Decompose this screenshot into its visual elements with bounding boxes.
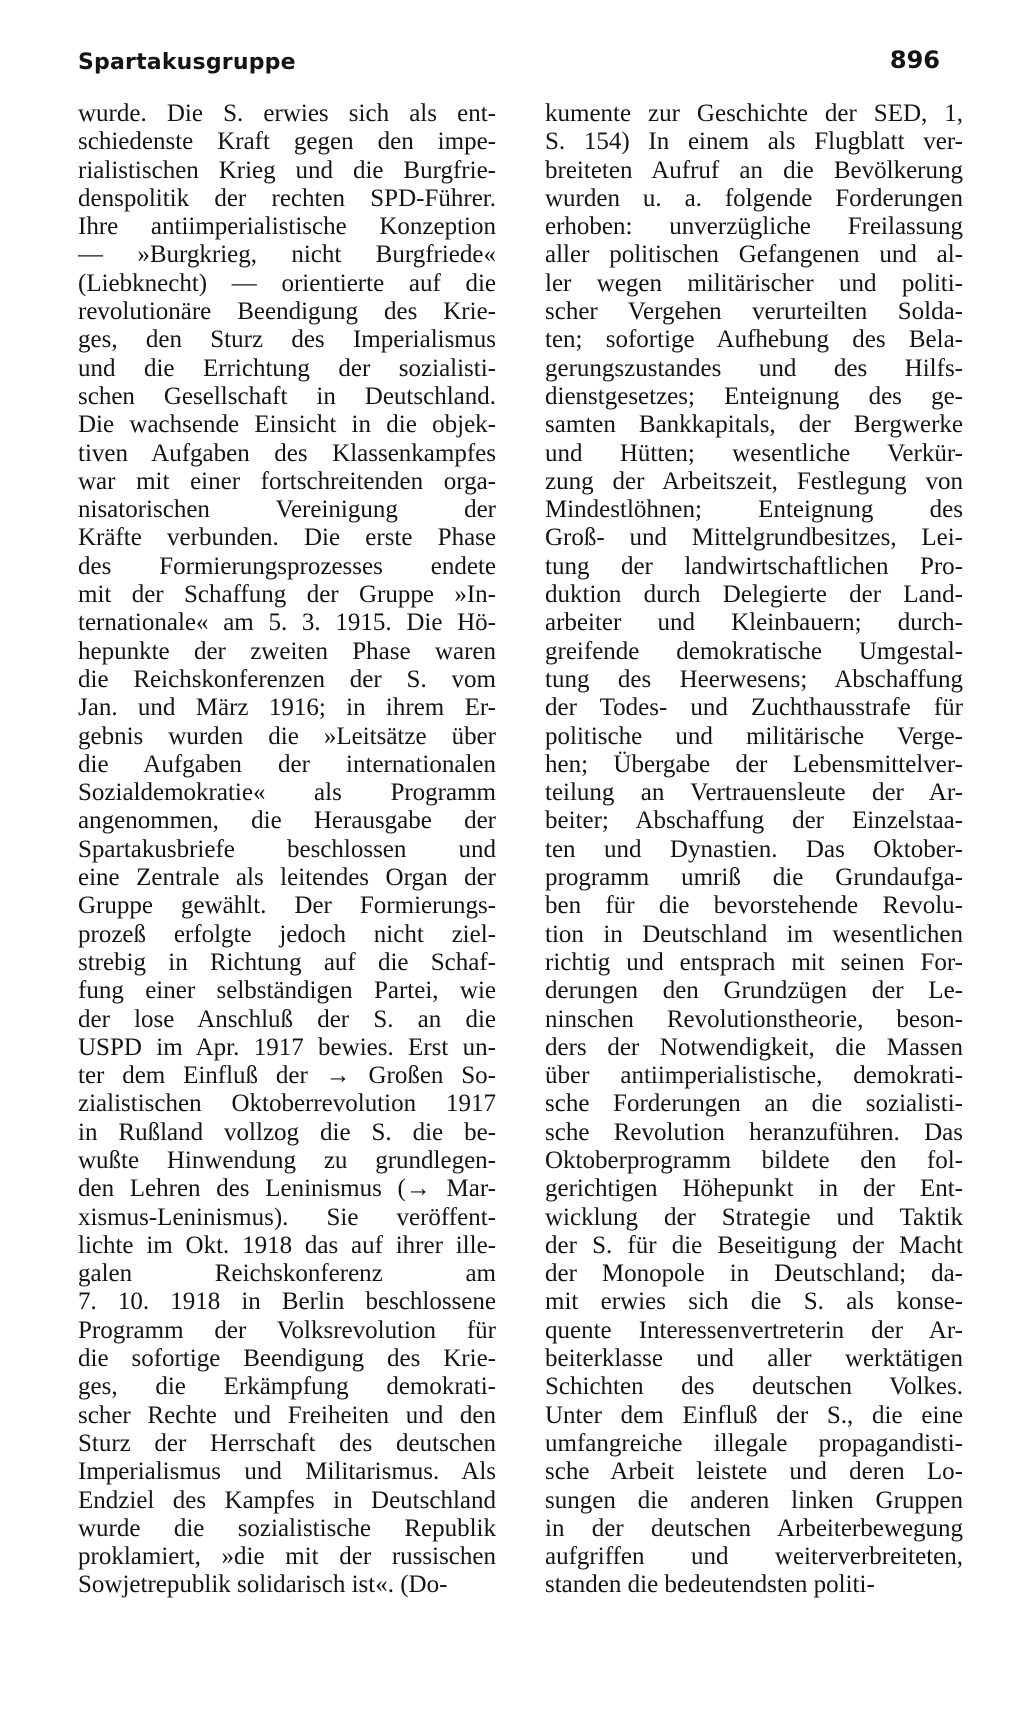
text-line: der Monopole in Deutschland; da- xyxy=(545,1260,963,1288)
text-line: wurden u. a. folgende Forderungen xyxy=(545,184,963,212)
text-line: sche Forderungen an die sozialisti- xyxy=(545,1090,963,1118)
text-line: teilung an Vertrauensleute der Ar- xyxy=(545,779,963,807)
text-line: tung des Heerwesens; Abschaffung xyxy=(545,665,963,693)
text-line: ders der Notwendigkeit, die Massen xyxy=(545,1033,963,1061)
text-line: denspolitik der rechten SPD-Führer. xyxy=(78,184,496,212)
text-line: Mindestlöhnen; Enteignung des xyxy=(545,496,963,524)
text-column-right xyxy=(545,100,963,1600)
text-line: gerichtigen Höhepunkt in der Ent- xyxy=(545,1175,963,1203)
text-line: gebnis wurden die »Leitsätze über xyxy=(78,722,496,750)
text-line: Spartakusbriefe beschlossen und xyxy=(78,835,496,863)
text-line: ler wegen militärischer und politi- xyxy=(545,269,963,297)
text-line: beiterklasse und aller werktätigen xyxy=(545,1345,963,1373)
text-line: ninschen Revolutionstheorie, beson- xyxy=(545,1005,963,1033)
text-line: nisatorischen Vereinigung der xyxy=(78,496,496,524)
text-line: sungen die anderen linken Gruppen xyxy=(545,1486,963,1514)
text-line: scher Rechte und Freiheiten und den xyxy=(78,1401,496,1429)
text-line: kumente zur Geschichte der SED, 1, xyxy=(545,100,963,127)
text-line: arbeiter und Kleinbauern; durch- xyxy=(545,609,963,637)
text-column-left xyxy=(78,100,496,1600)
text-line: derungen den Grundzügen der Le- xyxy=(545,977,963,1005)
text-line: schen Gesellschaft in Deutschland. xyxy=(78,382,496,410)
text-line: ten und Dynastien. Das Oktober- xyxy=(545,835,963,863)
text-line: USPD im Apr. 1917 bewies. Erst un- xyxy=(78,1033,496,1061)
text-line: duktion durch Delegierte der Land- xyxy=(545,581,963,609)
text-line: und Hütten; wesentliche Verkür- xyxy=(545,439,963,467)
text-line: rialistischen Krieg und die Burgfrie- xyxy=(78,156,496,184)
text-line: war mit einer fortschreitenden orga- xyxy=(78,467,496,495)
text-line: in Rußland vollzog die S. die be- xyxy=(78,1118,496,1146)
text-line: wurde. Die S. erwies sich als ent- xyxy=(78,100,496,127)
text-line: erhoben: unverzügliche Freilassung xyxy=(545,213,963,241)
text-line: Kräfte verbunden. Die erste Phase xyxy=(78,524,496,552)
text-line: des Formierungsprozesses endete xyxy=(78,552,496,580)
text-line: mit der Schaffung der Gruppe »In- xyxy=(78,581,496,609)
text-line: Programm der Volksrevolution für xyxy=(78,1316,496,1344)
text-line: — »Burgkrieg, nicht Burgfriede« xyxy=(78,241,496,269)
text-line: breiteten Aufruf an die Bevölkerung xyxy=(545,156,963,184)
text-line: proklamiert, »die mit der russischen xyxy=(78,1543,496,1571)
running-head: Spartakusgruppe xyxy=(78,50,296,75)
text-line: zung der Arbeitszeit, Festlegung von xyxy=(545,467,963,495)
text-line: sche Revolution heranzuführen. Das xyxy=(545,1118,963,1146)
text-line: gerungszustandes und des Hilfs- xyxy=(545,354,963,382)
text-line: Schichten des deutschen Volkes. xyxy=(545,1373,963,1401)
text-line: Die wachsende Einsicht in die objek- xyxy=(78,411,496,439)
text-line: galen Reichskonferenz am xyxy=(78,1260,496,1288)
text-line: beiter; Abschaffung der Einzelstaa- xyxy=(545,807,963,835)
text-line: sche Arbeit leistete und deren Lo- xyxy=(545,1458,963,1486)
text-line: politische und militärische Verge- xyxy=(545,722,963,750)
text-line: xismus-Leninismus). Sie veröffent- xyxy=(78,1203,496,1231)
text-line: die Aufgaben der internationalen xyxy=(78,750,496,778)
text-line: die Reichskonferenzen der S. vom xyxy=(78,665,496,693)
text-line: hepunkte der zweiten Phase waren xyxy=(78,637,496,665)
text-line: Sturz der Herrschaft des deutschen xyxy=(78,1429,496,1457)
text-line: Oktoberprogramm bildete den fol- xyxy=(545,1146,963,1174)
text-line: wurde die sozialistische Republik xyxy=(78,1514,496,1542)
text-line: schiedenste Kraft gegen den impe- xyxy=(78,128,496,156)
text-line: ben für die bevorstehende Revolu- xyxy=(545,892,963,920)
text-line: die sofortige Beendigung des Krie- xyxy=(78,1345,496,1373)
text-line: wußte Hinwendung zu grundlegen- xyxy=(78,1146,496,1174)
text-line: aufgriffen und weiterverbreiteten, xyxy=(545,1543,963,1571)
text-line: der lose Anschluß der S. an die xyxy=(78,1005,496,1033)
text-line: tung der landwirtschaftlichen Pro- xyxy=(545,552,963,580)
text-line: 7. 10. 1918 in Berlin beschlossene xyxy=(78,1288,496,1316)
text-line: tiven Aufgaben des Klassenkampfes xyxy=(78,439,496,467)
text-line: der S. für die Beseitigung der Macht xyxy=(545,1231,963,1259)
text-line: angenommen, die Herausgabe der xyxy=(78,807,496,835)
text-line: zialistischen Oktoberrevolution 1917 xyxy=(78,1090,496,1118)
text-line: Endziel des Kampfes in Deutschland xyxy=(78,1486,496,1514)
text-line: Unter dem Einfluß der S., die eine xyxy=(545,1401,963,1429)
text-line: greifende demokratische Umgestal- xyxy=(545,637,963,665)
text-line: ges, den Sturz des Imperialismus xyxy=(78,326,496,354)
text-line: wicklung der Strategie und Taktik xyxy=(545,1203,963,1231)
text-line: der Todes- und Zuchthausstrafe für xyxy=(545,694,963,722)
text-line: Groß- und Mittelgrundbesitzes, Lei- xyxy=(545,524,963,552)
text-line: dienstgesetzes; Enteignung des ge- xyxy=(545,382,963,410)
text-line: Ihre antiimperialistische Konzeption xyxy=(78,213,496,241)
text-line: in der deutschen Arbeiterbewegung xyxy=(545,1514,963,1542)
text-line: scher Vergehen verurteilten Solda- xyxy=(545,298,963,326)
text-line: Gruppe gewählt. Der Formierungs- xyxy=(78,892,496,920)
text-line: mit erwies sich die S. als konse- xyxy=(545,1288,963,1316)
text-line: lichte im Okt. 1918 das auf ihrer ille- xyxy=(78,1231,496,1259)
text-line: und die Errichtung der sozialisti- xyxy=(78,354,496,382)
text-line: umfangreiche illegale propagandisti- xyxy=(545,1429,963,1457)
text-line: ter dem Einfluß der → Großen So- xyxy=(78,1062,496,1090)
text-line: über antiimperialistische, demokrati- xyxy=(545,1062,963,1090)
text-line: ges, die Erkämpfung demokrati- xyxy=(78,1373,496,1401)
text-line: programm umriß die Grundaufga- xyxy=(545,864,963,892)
text-line: quente Interessenvertreterin der Ar- xyxy=(545,1316,963,1344)
text-line: revolutionäre Beendigung des Krie- xyxy=(78,298,496,326)
text-line: tion in Deutschland im wesentlichen xyxy=(545,920,963,948)
text-line: fung einer selbständigen Partei, wie xyxy=(78,977,496,1005)
text-line: standen die bedeutendsten politi- xyxy=(545,1571,875,1599)
text-line: Sozialdemokratie« als Programm xyxy=(78,779,496,807)
text-line: strebig in Richtung auf die Schaf- xyxy=(78,948,496,976)
text-line: S. 154) In einem als Flugblatt ver- xyxy=(545,128,963,156)
text-line: den Lehren des Leninismus (→ Mar- xyxy=(78,1175,496,1203)
text-line: ten; sofortige Aufhebung des Bela- xyxy=(545,326,963,354)
text-line: eine Zentrale als leitendes Organ der xyxy=(78,864,496,892)
text-line: Sowjetrepublik solidarisch ist«. (Do- xyxy=(78,1571,448,1599)
text-line: richtig und entsprach mit seinen For- xyxy=(545,948,963,976)
text-line: ternationale« am 5. 3. 1915. Die Hö- xyxy=(78,609,496,637)
text-line: Imperialismus und Militarismus. Als xyxy=(78,1458,496,1486)
page-number: 896 xyxy=(889,46,940,74)
text-line: Jan. und März 1916; in ihrem Er- xyxy=(78,694,496,722)
text-line: hen; Übergabe der Lebensmittelver- xyxy=(545,750,963,778)
text-line: samten Bankkapitals, der Bergwerke xyxy=(545,411,963,439)
text-line: aller politischen Gefangenen und al- xyxy=(545,241,963,269)
text-line: prozeß erfolgte jedoch nicht ziel- xyxy=(78,920,496,948)
text-line: (Liebknecht) — orientierte auf die xyxy=(78,269,496,297)
